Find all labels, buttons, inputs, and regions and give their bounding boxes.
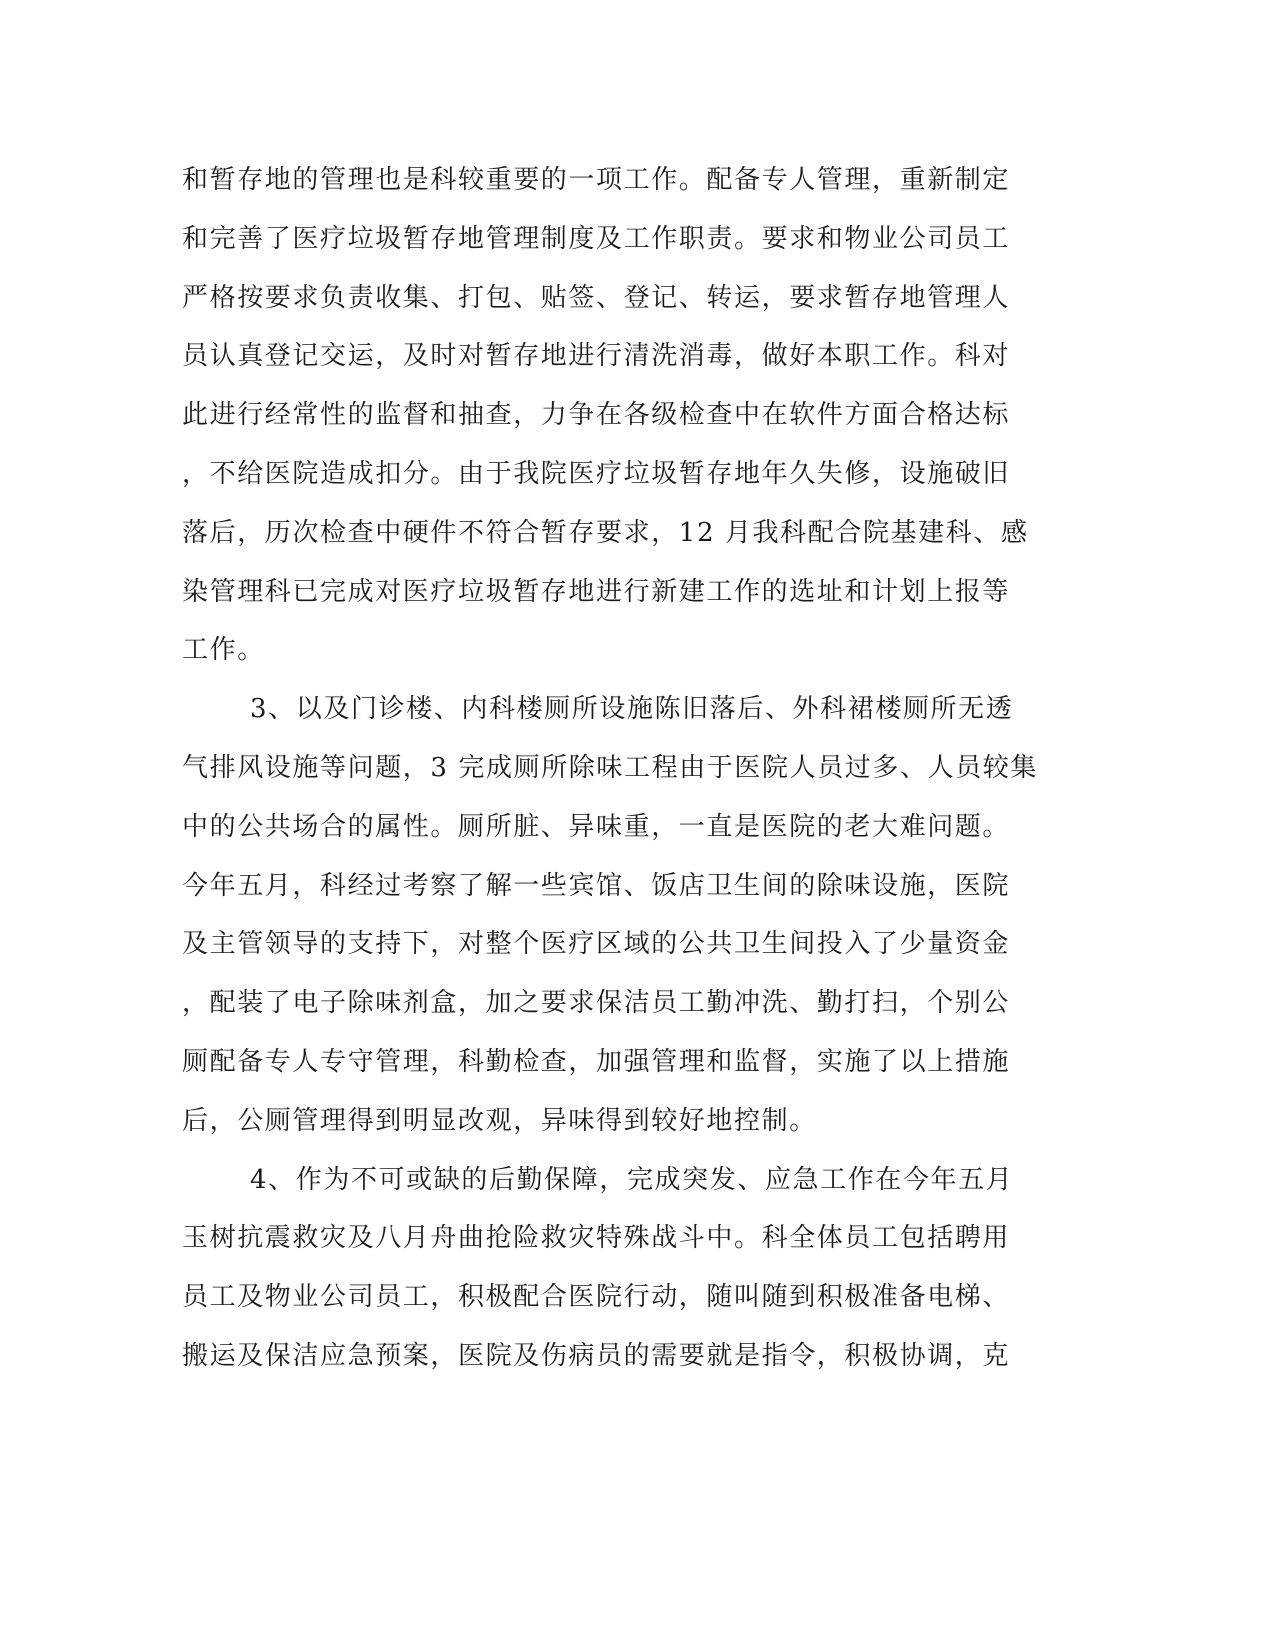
text-line: 和完善了医疗垃圾暂存地管理制度及工作职责。要求和物业公司员工 <box>182 223 1011 254</box>
body-text <box>182 151 1062 1386</box>
text-line: 染管理科已完成对医疗垃圾暂存地进行新建工作的选址和计划上报等 <box>182 576 1011 607</box>
text-line: 中的公共场合的属性。厕所脏、异味重，一直是医院的老大难问题。 <box>182 811 1011 842</box>
text-line: 今年五月，科经过考察了解一些宾馆、饭店卫生间的除味设施，医院 <box>182 870 1011 901</box>
paragraph-item-3-toilets <box>182 680 1062 1150</box>
paragraph-item-4-emergency <box>182 1151 1062 1386</box>
text-line: 厕配备专人专守管理，科勤检查，加强管理和监督，实施了以上措施 <box>182 1046 1011 1077</box>
text-line: 及主管领导的支持下，对整个医疗区域的公共卫生间投入了少量资金 <box>182 929 1011 960</box>
text-line: 员认真登记交运，及时对暂存地进行清洗消毒，做好本职工作。科对 <box>182 341 1011 372</box>
text-line: 气排风设施等问题，3 完成厕所除味工程由于医院人员过多、人员较集 <box>182 752 1039 783</box>
text-line: 4、作为不可或缺的后勤保障，完成突发、应急工作在今年五月 <box>250 1164 1014 1195</box>
text-line: ，配装了电子除味剂盒，加之要求保洁员工勤冲洗、勤打扫，个别公 <box>182 988 1011 1019</box>
text-line: 员工及物业公司员工，积极配合医院行动，随叫随到积极准备电梯、 <box>182 1282 1011 1313</box>
text-line: 玉树抗震救灾及八月舟曲抢险救灾特殊战斗中。科全体员工包括聘用 <box>182 1223 1011 1254</box>
text-line: 落后，历次检查中硬件不符合暂存要求，12 月我科配合院基建科、感 <box>182 517 1029 548</box>
text-line: 3、以及门诊楼、内科楼厕所设施陈旧落后、外科裙楼厕所无透 <box>250 694 1014 725</box>
paragraph-waste-storage <box>182 151 1062 680</box>
text-line: 和暂存地的管理也是科较重要的一项工作。配备专人管理，重新制定 <box>182 165 1011 195</box>
text-line: 工作。 <box>182 635 265 666</box>
text-line: 严格按要求负责收集、打包、贴签、登记、转运，要求暂存地管理人 <box>182 282 1011 313</box>
text-line: 后，公厕管理得到明显改观，异味得到较好地控制。 <box>182 1105 817 1136</box>
text-line: 搬运及保洁应急预案，医院及伤病员的需要就是指令，积极协调，克 <box>182 1340 1011 1371</box>
text-line: ，不给医院造成扣分。由于我院医疗垃圾暂存地年久失修，设施破旧 <box>182 458 1011 489</box>
text-line: 此进行经常性的监督和抽查，力争在各级检查中在软件方面合格达标 <box>182 400 1011 431</box>
